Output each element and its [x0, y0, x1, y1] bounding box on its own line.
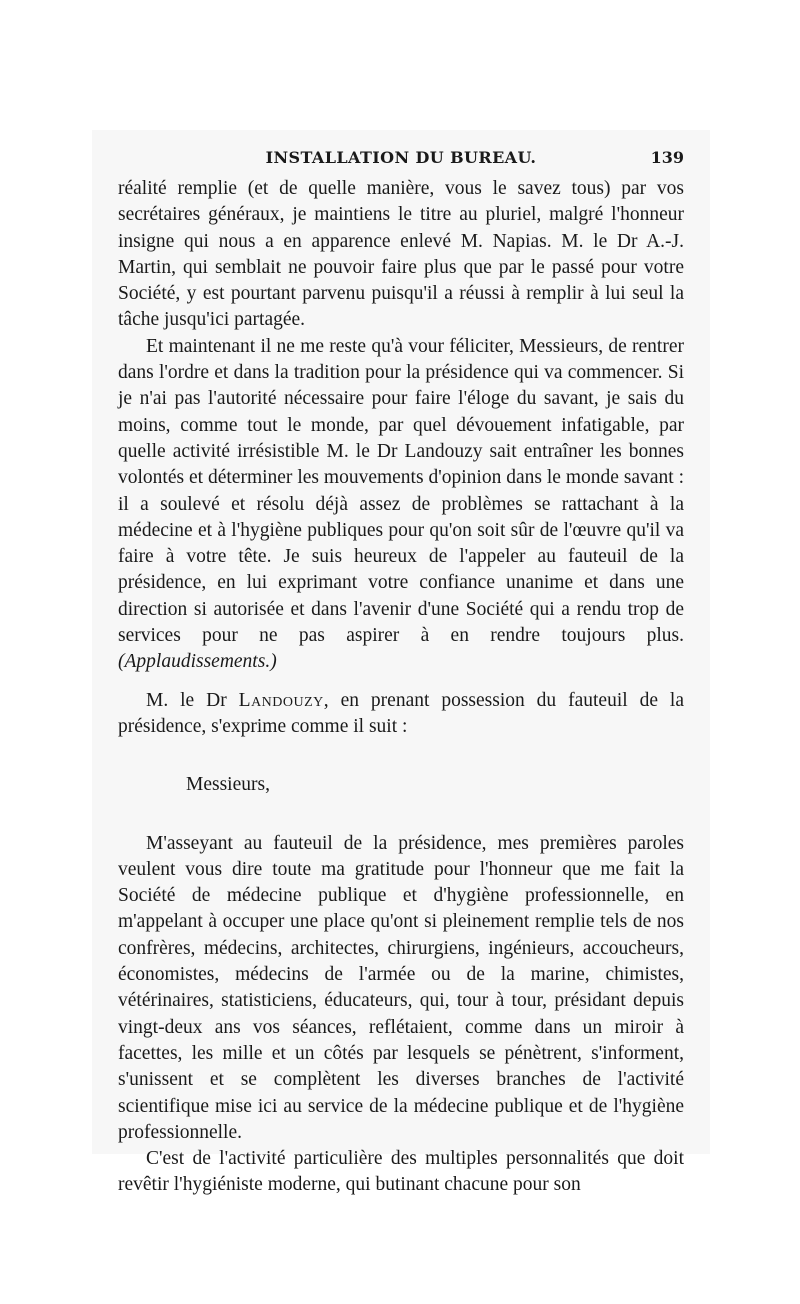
- paragraph-speech-continuation: C'est de l'activité particulière des multiples personnalités que doit revêtir l'hygiéniste moderne, qui butinant chacune pour son: [118, 1148, 684, 1196]
- page-header: [118, 144, 684, 172]
- paragraph-speech-opening: M'asseyant au fauteuil de la présidence, mes premières paroles veulent vous dire toute ma gratitude pour l'honneur que me fait la Société de médecine publique et d'hygiène professionnelle, en m'appelant à occuper une place qu'ont si pleinement remplie tels de nos confrères, médecins, architectes, chirurgiens, ingénieurs, accoucheurs, économistes, médecins de l'armée ou de la marine, chimistes, vétérinaires, statisticiens, éducateurs, qui, tour à tour, présidant depuis vingt-deux ans vos séances, reflétaient, comme dans un miroir à facettes, les mille et un côtés par lesquels se pénètrent, s'informent, s'unissent et se complètent les diverses branches de l'activité scientifique mise ici au service de la médecine publique et de l'hygiène professionnelle.: [118, 832, 684, 1143]
- paragraph-congratulation: [118, 334, 684, 676]
- speaker-title: M. le Dr: [146, 689, 227, 711]
- page-body: [118, 176, 684, 1199]
- paragraph-speaker-intro: [118, 688, 684, 741]
- paragraph-continuation: réalité remplie (et de quelle manière, vous le savez tous) par vos secrétaires généraux, je maintiens le titre au pluriel, malgré l'honneur insigne qui nous a en apparence enlevé M. Napias. M. le Dr A.-J. Martin, qui semblait ne pouvoir faire plus que par le passé pour votre Société, y est pourtant parvenu puisqu'il a réussi à remplir à lui seul la tâche jusqu'ici partagée.: [118, 178, 684, 331]
- running-title: INSTALLATION DU BUREAU.: [265, 148, 537, 167]
- applause-note: (Applaudissements.): [118, 651, 277, 673]
- page-number: 139: [650, 148, 684, 167]
- salutation: Messieurs,: [186, 774, 270, 796]
- speaker-intro-rest: , en prenant possession du fauteuil de la présidence, s'exprime comme il suit :: [118, 689, 684, 737]
- speaker-name: Landouzy: [238, 689, 324, 711]
- paragraph-text: Et maintenant il ne me reste qu'à vour féliciter, Messieurs, de rentrer dans l'ordre et dans la tradition pour la présidence qui va commencer. Si je n'ai pas l'autorité nécessaire pour faire l'éloge du savant, je sais du moins, comme tout le monde, par quel dévouement infatigable, par quelle activité irrésistible M. le Dr Landouzy sait entraîner les bonnes volontés et déterminer les mouvements d'opinion dans le monde savant : il a soulevé et résolu déjà assez de problèmes se rattachant à la médecine et à l'hygiène publiques pour qu'on soit sûr de l'œuvre qu'il va faire à votre tête. Je suis heureux de l'appeler au fauteuil de la présidence, en lui exprimant votre confiance unanime et dans une direction si autorisée et dans l'avenir d'une Société qui a rendu trop de services pour ne pas aspirer à en rendre toujours plus.: [118, 335, 684, 647]
